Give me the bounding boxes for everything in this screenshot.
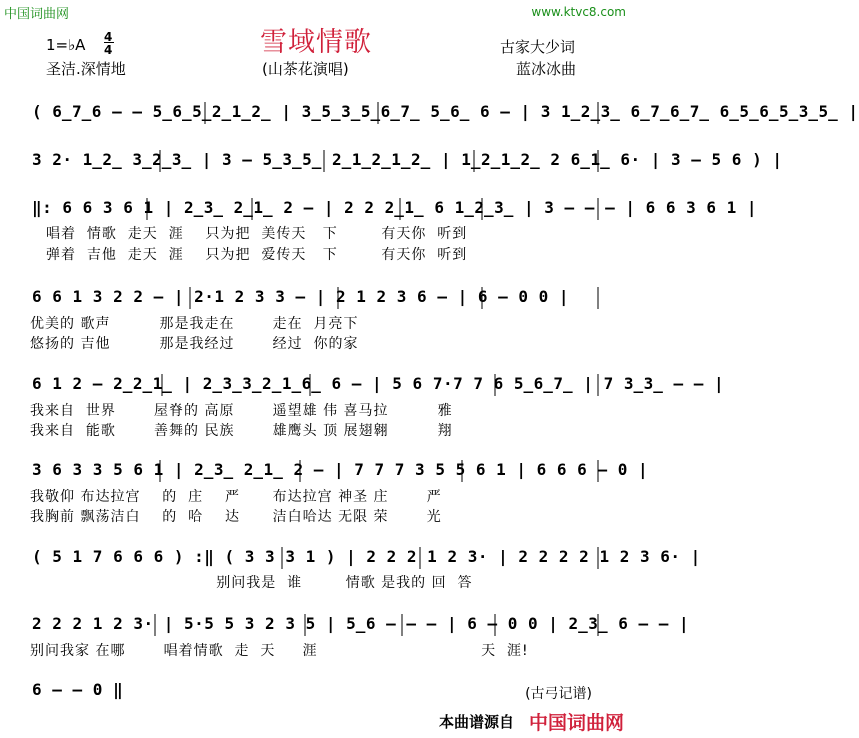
notation-line: 3 2· 1̲2̲ 3̲2̲3̲ | 3 – 5̲3̲5̲ 2̲1̲2̲1̲2̲ | 1̲2̲1̲2̲ 2 6̲1̲ 6· | 3 – 5 6 ) | [32,150,783,169]
notation-line: ( 5 1 7 6 6 6 ) :‖ ( 3 3 3 1 ) | 2 2 2 1 2 3· | 2 2 2 2 1 2 3 6· | [32,547,701,566]
lyric-line: 别问我家 在哪 唱着情歌 走 天 涯 天 涯! [30,643,529,659]
lyric-line: 我来自 世界 屋脊的 高原 遥望雄 伟 喜马拉 雅 [30,403,453,419]
score-row-7 [0,545,701,571]
score-row-4 [0,285,632,311]
notation-line: 6 6 1 3 2 2 – | 2·1 2 3 3 – | 2 1 2 3 6 – | 6 – 0 0 | [32,287,570,306]
song-title: 雪域情歌 [260,27,372,58]
notation-line: 3 6 3 3 5 6 1 | 2̲3̲ 2̲1̲ 2 – | 7 7 7 3 5 5 6 1 | 6 6 6 – 0 | [32,460,649,479]
score-row-5 [0,372,725,398]
lyric-line: 唱着 情歌 走天 涯 只为把 美传天 下 有天你 听到 [46,226,468,242]
expression-mark: 圣洁.深情地 [46,60,126,78]
source-label: 本曲谱源自 [438,713,514,731]
notation-line: ‖: 6 6 3 6 1 | 2̲3̲ 2̲1̲ 2 – | 2 2 2̲1̲ 6 1̲2̲3̲ | 3 – – – | 6 6 3 6 1 | [32,198,758,217]
score-row-3 [0,196,758,222]
notation-line: 6 1 2 – 2̲2̲1̲ | 2̲3̲3̲2̲1̲6̲ 6 – | 5 6 7·7 7 6 5̲6̲7̲ | 7 3̲3̲ – – | [32,374,725,393]
lyric-line: 优美的 歌声 那是我走在 走在 月亮下 [30,316,359,332]
lyric-line: 弹着 吉他 走天 涯 只为把 爱传天 下 有天你 听到 [46,247,468,263]
site-name-left[interactable]: 中国词曲网 [4,7,70,22]
site-url-right[interactable]: www.ktvc8.com [531,5,626,19]
notation-line: ( 6̲7̲6 – – 5̲6̲5̲2̲1̲2̲ | 3̲5̲3̲5̲6̲7̲ 5̲6̲ 6 – | 3 1̲2̲3̲ 6̲7̲6̲7̲ 6̲5̲6̲5̲3̲5̲ | [32,102,859,121]
notation-line: 6 – – 0 ‖ [32,680,124,699]
score-row-6 [0,458,649,484]
key-signature: 1=♭A [46,36,86,54]
time-signature-top: 4 [104,30,113,44]
lyric-line: 我来自 能歌 善舞的 民族 雄鹰头 顶 展翅翱 翔 [30,423,453,439]
composer: 蓝冰冰曲 [516,60,577,78]
time-signature-bottom: 4 [104,43,113,57]
source-site[interactable]: 中国词曲网 [528,712,624,734]
transcriber-note: (古弓记谱) [525,686,592,702]
lyric-line: 我敬仰 布达拉宫 的 庄 严 布达拉宫 神圣 庄 严 [30,489,442,505]
lyricist: 古家大少词 [500,38,576,56]
score-row-8 [0,612,690,638]
notation-line: 2 2 2 1 2 3· | 5·5 5 3 2 3 5 | 5̲6 – – – | 6 – 0 0 | 2̲3̲ 6 – – | [32,614,690,633]
performer: (山茶花演唱) [262,60,349,78]
lyric-line: 我胸前 飘荡洁白 的 哈 达 洁白哈达 无限 荣 光 [30,509,442,525]
lyric-line: 别问我是 谁 情歌 是我的 回 答 [20,575,473,591]
score-row-2 [0,148,783,174]
lyric-line: 悠扬的 吉他 那是我经过 经过 你的家 [30,336,359,352]
score-row-1 [0,100,859,126]
